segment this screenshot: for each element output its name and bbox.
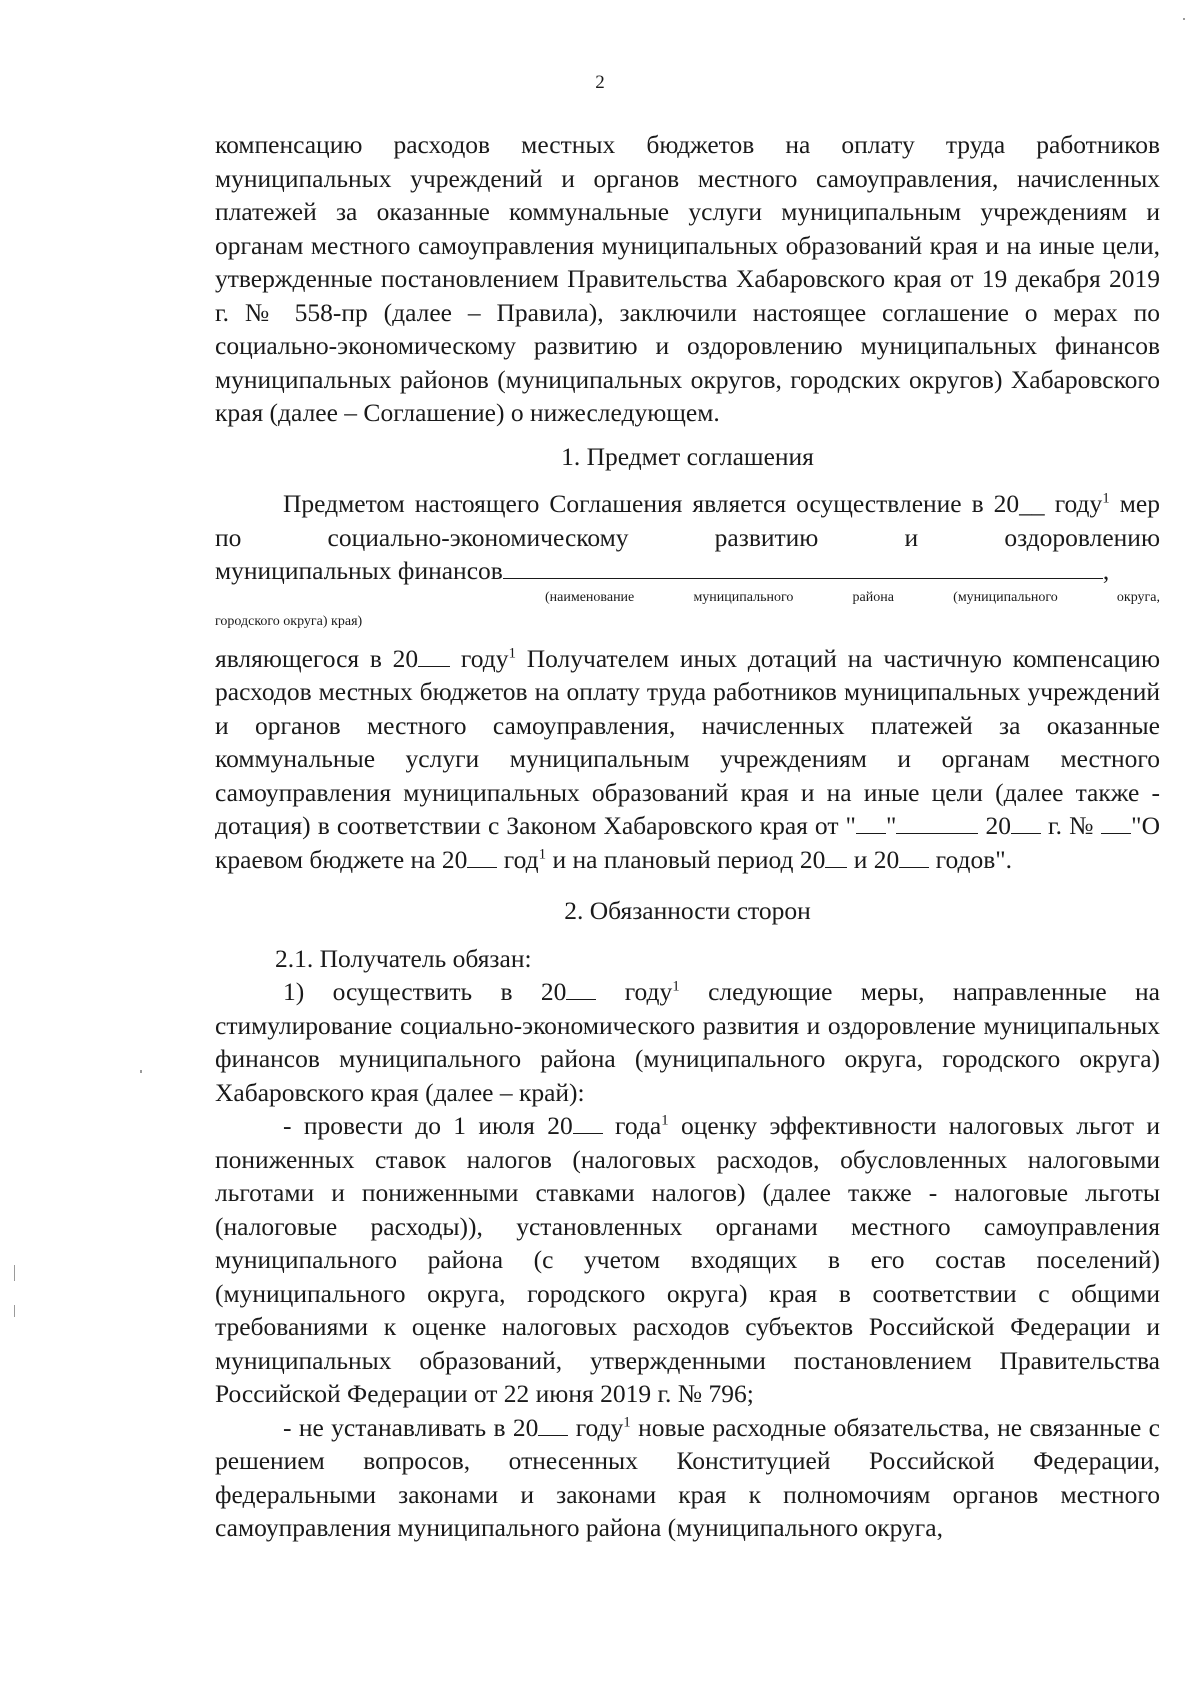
municipality-name-caption: (наименование муниципального района (муниципального округа, — [545, 589, 1160, 605]
recipient-paragraph: являющегося в 20 году$^1$ Получателем иных дотаций на частичную компенсацию расходов местных бюджетов на оплату труда работников муниципальных учреждений и органов местного самоуправления, начисленных платежей за оказанные коммунальные услуги муниципальным учреждениям и органам местного самоуправления муниципальных образований края и на иные цели (далее также - дотация) в соответствии с Законом Хабаровского края от " " 20 г. № "О краевом бюджете на 20 год$^1$ и на плановый период 20 и 20 годов". — [215, 643, 1161, 874]
municipality-name-caption-cont: городского округа) края) — [215, 613, 363, 629]
municipality-name-blank — [503, 554, 1103, 579]
scan-mark — [140, 1070, 142, 1073]
obligation-intro: 2.1. Получатель обязан: — [275, 943, 532, 973]
obligation-tax-assessment: - провести до 1 июля 20 года$^1$ оценку эффективности налоговых льгот и пониженных ставок налогов (налоговых расходов, обусловленных налоговыми льготами и пониженными ставками налогов) (далее также - налоговые льготы (налоговые расходы)), установленных органами местного самоуправления муниципального района (с учетом входящих в его состав поселений) (муниципального округа, городского округа) края в соответствии с общими требованиями к оценке налоговых расходов субъектов Российской Федерации и муниципальных образований, утвержденными постановлением Правительства Российской Федерации от 22 июня 2019 г. № 796; — [215, 1111, 1160, 1408]
page-number: 2 — [595, 72, 605, 93]
section-1-heading: 1. Предмет соглашения — [561, 441, 814, 471]
intro-paragraph: компенсацию расходов местных бюджетов на оплату труда работников муниципальных учреждений и органов местного самоуправления, начисленных платежей за оказанные коммунальные услуги муниципальным учреждениям и органам местного самоуправления муниципальных образований края и на иные цели, утвержденные постановлением Правительства Хабаровского края от 19 декабря 2019 г. № 558-пр (далее – Правила), заключили настоящее соглашение о мерах по социально-экономическому развитию и оздоровлению муниципальных финансов муниципальных районов (муниципальных округов, городских округов) Хабаровского края (далее – Соглашение) о нижеследующем. — [215, 130, 1160, 427]
document-body — [215, 128, 1160, 1545]
obligation-item-1: 1) осуществить в 20 году$^1$ следующие меры, направленные на стимулирование социально-экономического развития и оздоровление муниципальных финансов муниципального района (муниципального округа, городского округа) Хабаровского края (далее – край): — [215, 977, 1160, 1107]
scan-mark — [14, 1265, 15, 1281]
obligation-no-new-expenses: - не устанавливать в 20 году$^1$ новые расходные обязательства, не связанные с решением вопросов, отнесенных Конституцией Российской Федерации, федеральными законами и законами края к полномочиям органов местного самоуправления муниципального района (муниципального округа, — [215, 1412, 1160, 1542]
scan-mark — [14, 1305, 15, 1317]
subject-paragraph: Предметом настоящего Соглашения является осуществление в 20__ году$^1$ мер по социально-экономическому развитию и оздоровлению — [215, 489, 1160, 552]
scan-mark — [1183, 18, 1185, 20]
municipality-name-line: муниципальных финансов , — [215, 556, 1110, 585]
section-2-heading: 2. Обязанности сторон — [564, 896, 811, 925]
